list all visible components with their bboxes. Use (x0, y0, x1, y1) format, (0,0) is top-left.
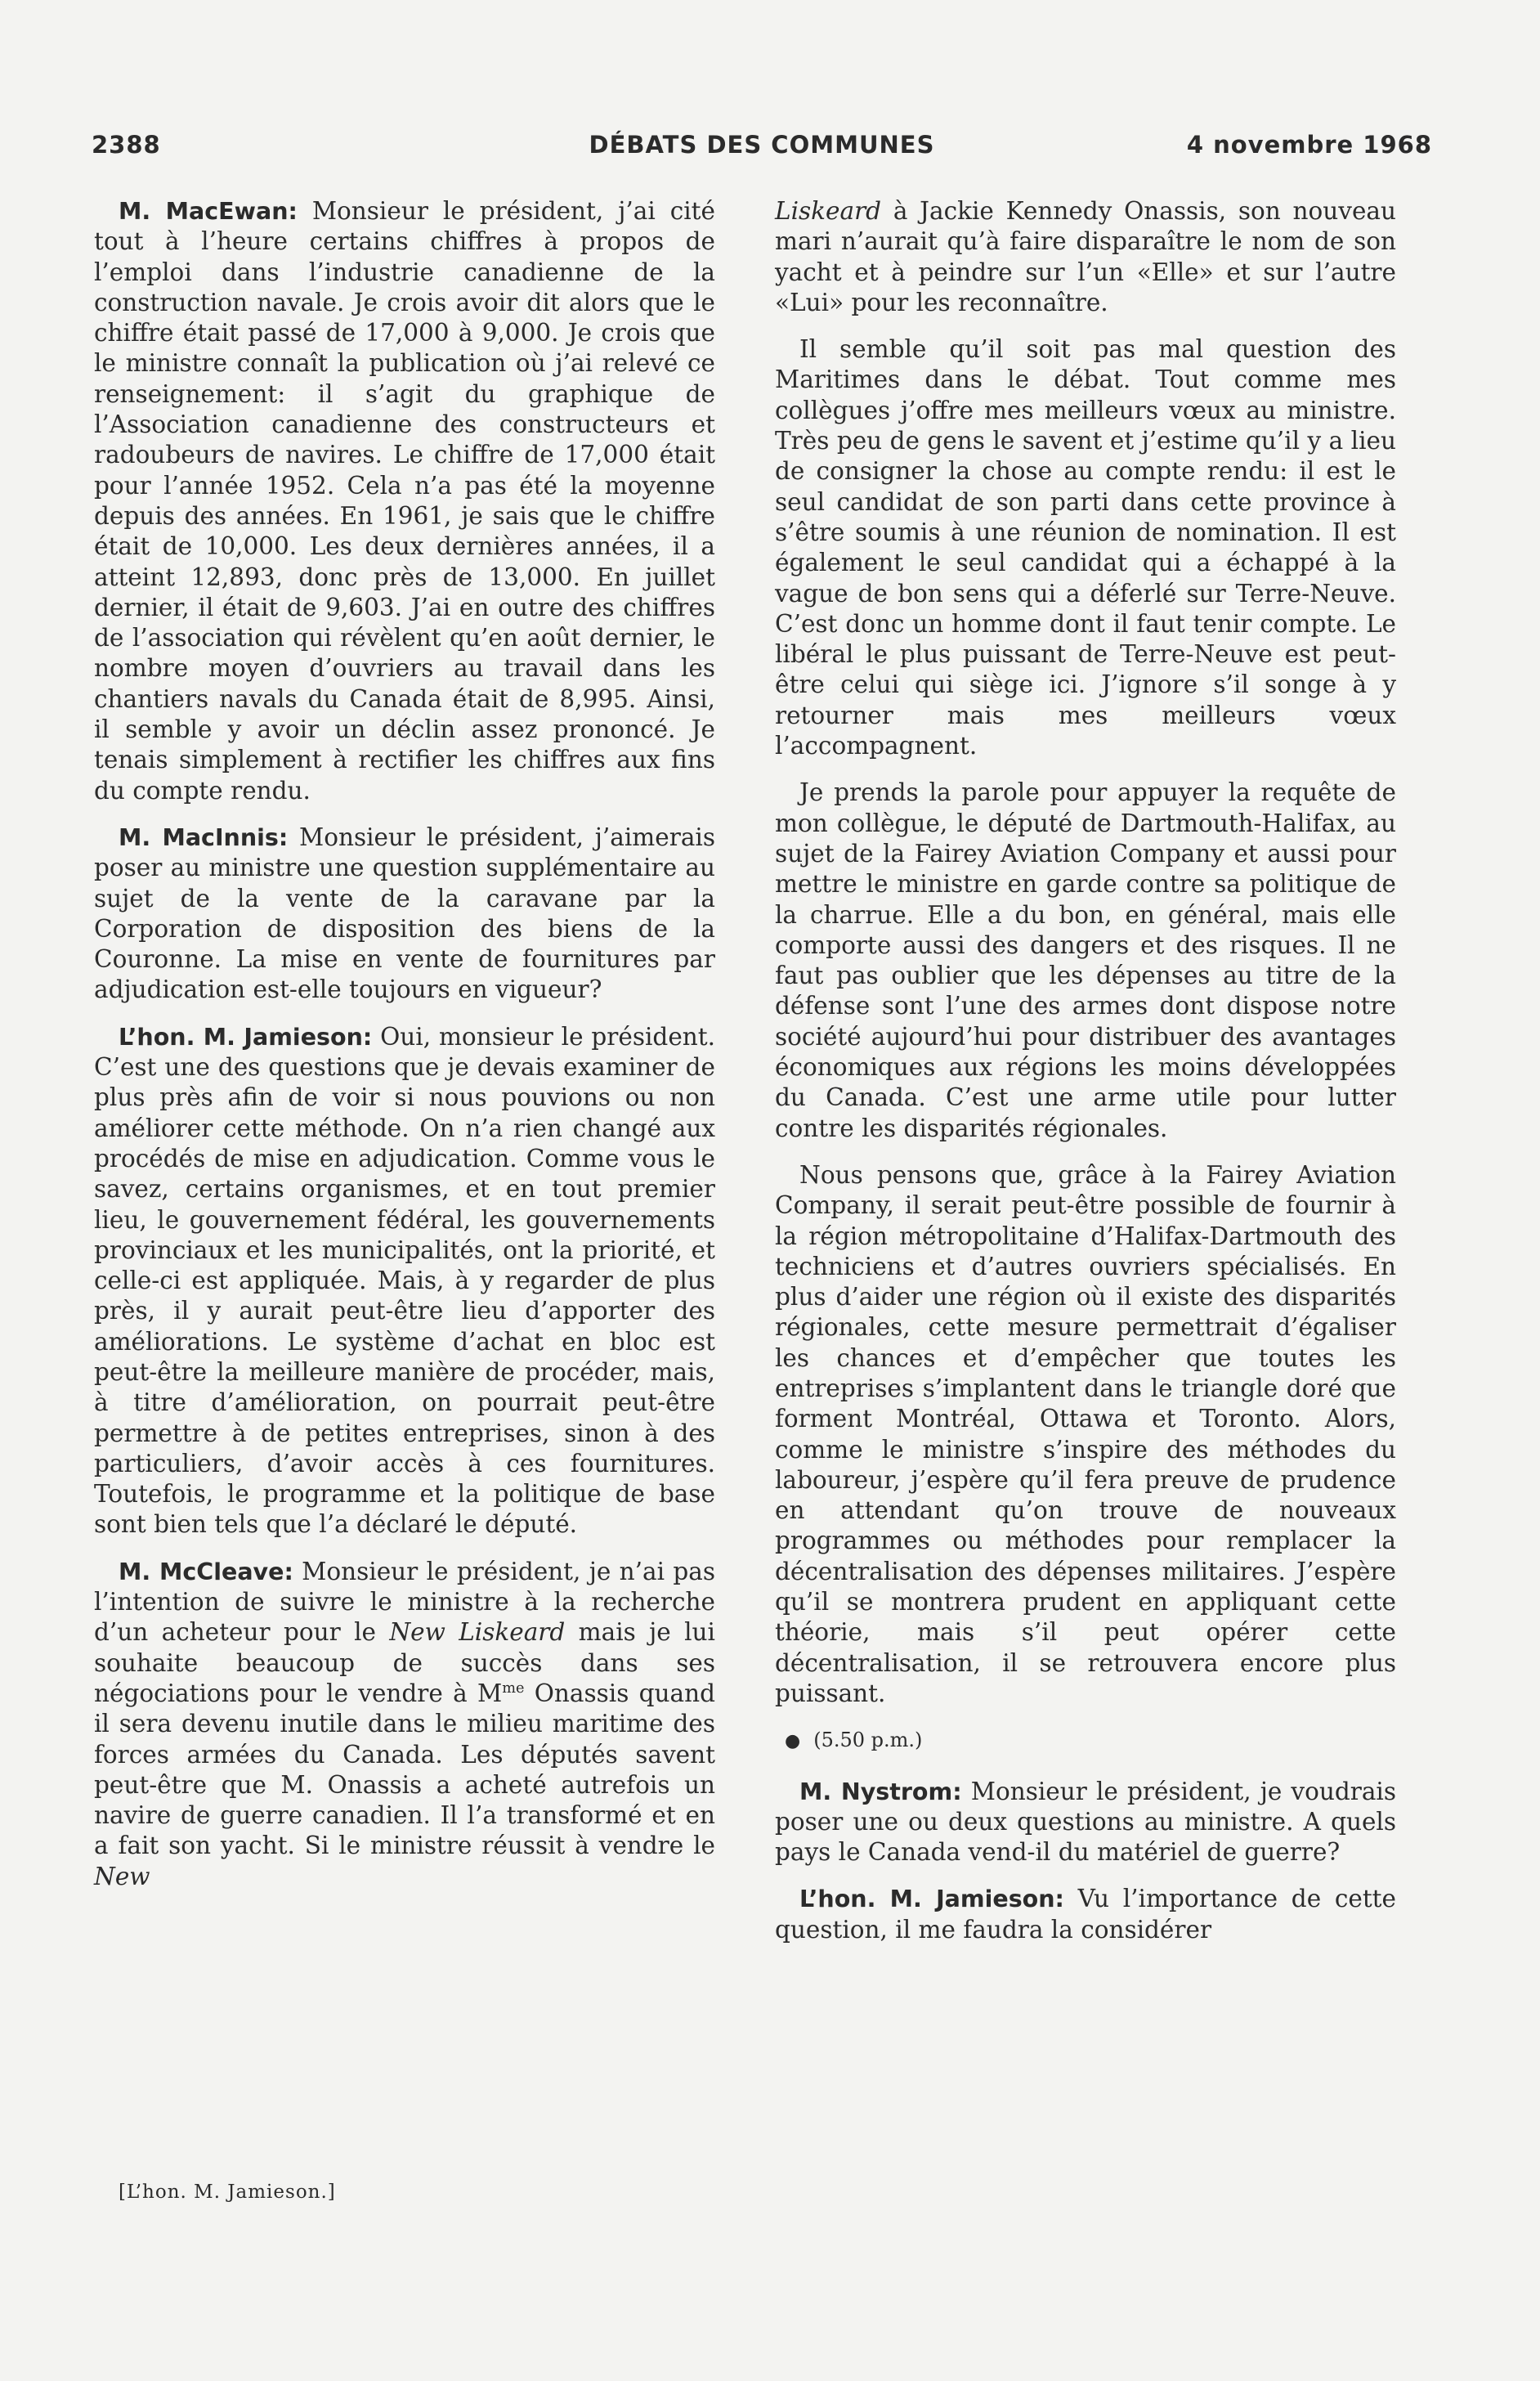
speech-text: à Jackie Kennedy Onassis, son nouveau mari n’aurait qu’à faire disparaître le nom de son yacht et à peindre sur l’un «Elle» et sur l’autre «Lui» pour les reconnaître. (775, 197, 1396, 316)
paragraph-jamieson (94, 1022, 715, 1540)
superscript: me (502, 1680, 525, 1697)
paragraph-mccleave (94, 1557, 715, 1892)
speaker-name: M. MacEwan: (119, 198, 298, 225)
speaker-name: L’hon. M. Jamieson: (799, 1886, 1064, 1913)
speech-text: Monsieur le président, je n’ai pas l’intention de suivre le ministre à la recherche d’un acheteur pour le (94, 1557, 715, 1647)
speech-text: mais je lui souhaite beaucoup de succès dans ses négociations pour le vendre à M (94, 1618, 715, 1707)
speech-text: Oui, monsieur le président. C’est une des questions que je devais examiner de plus près afin de voir si nous pouvions ou non améliorer cette méthode. On n’a rien changé aux procédés de mise en adjudication. Comme vous le savez, certains organismes, et en tout premier lieu, le gouvernement fédéral, les gouvernements provinciaux et les municipalités, ont la priorité, et celle-ci est appliquée. Mais, à y regarder de plus près, il y aurait peut-être lieu d’apporter des améliorations. Le système d’achat en bloc est peut-être la meilleure manière de procéder, mais, à titre d’amélioration, on pourrait peut-être permettre à de petites entreprises, sinon à des particuliers, d’avoir accès à ces fournitures. Toutefois, le programme et la politique de base sont bien tels que l’a déclaré le député. (94, 1022, 716, 1539)
paragraph-jamieson-reply (775, 1884, 1396, 1945)
ship-name: New Liskeard (389, 1618, 566, 1647)
speech-text: Onassis quand il sera devenu inutile dans le milieu maritime des forces armées du Canada. Les députés savent peut-être que M. Onassis a acheté autrefois un navire de guerre canadien. Il l’a transformé et en a fait son yacht. Si le ministre réussit à vendre le (94, 1679, 715, 1860)
speaker-name: L’hon. M. Jamieson: (119, 1023, 373, 1051)
speech-text: Vu l’importance de cette question, il me faudra la considérer (775, 1885, 1396, 1944)
paragraph-halifax: Nous pensons que, grâce à la Fairey Aviation Company, il serait peut-être possible de fournir à la région métropolitaine d’Halifax-Dartmouth des techniciens et d’autres ouvriers spécialisés. En plus d’aider une région où il existe des disparités régionales, cette mesure permettrait d’égaliser les chances et d’empêcher que toutes les entreprises s’implantent dans le triangle doré que forment Montréal, Ottawa et Toronto. Alors, comme le ministre s’inspire des méthodes du laboureur, j’espère qu’il fera preuve de prudence en attendant qu’on trouve de nouveaux programmes ou méthodes pour remplacer la décentralisation des dépenses militaires. J’espère qu’il se montrera prudent en appliquant cette théorie, mais s’il peut opérer cette décentralisation, il se retrouvera encore plus puissant. (775, 1160, 1396, 1707)
bullet-icon: ● (785, 1731, 801, 1752)
speaker-name: M. MacInnis: (119, 823, 289, 851)
right-column (775, 196, 1396, 1962)
ship-name: New (94, 1862, 150, 1890)
paragraph-macinnis (94, 823, 715, 1006)
left-column (94, 196, 715, 1908)
speaker-name: M. McCleave: (119, 1558, 293, 1585)
paragraph-macewan (94, 196, 715, 806)
page-header (92, 131, 1432, 168)
page-number: 2388 (92, 131, 161, 159)
page-date: 4 novembre 1968 (1186, 131, 1432, 159)
speaker-name: M. Nystrom: (799, 1778, 962, 1805)
page-footer: [L’hon. M. Jamieson.] (119, 2181, 336, 2203)
paragraph-continuation (775, 196, 1396, 318)
speech-text: Monsieur le président, j’aimerais poser au ministre une question supplémentaire au sujet de la vente de la caravane par la Corporation de disposition des biens de la Couronne. La mise en vente de fournitures par adjudication est-elle toujours en vigueur? (94, 823, 715, 1004)
paragraph-nystrom (775, 1777, 1396, 1868)
paragraph-fairey: Je prends la parole pour appuyer la requête de mon collègue, le député de Dartmouth-Halifax, au sujet de la Fairey Aviation Company et aussi pour mettre le ministre en garde contre sa politique de la charrue. Elle a du bon, en général, mais elle comporte aussi des dangers et des risques. Il ne faut pas oublier que les dépenses au titre de la défense sont l’une des armes dont dispose notre société aujourd’hui pour distribuer des avantages économiques aux régions les moins développées du Canada. C’est une arme utile pour lutter contre les disparités régionales. (775, 778, 1396, 1142)
speech-text: Monsieur le président, j’ai cité tout à l’heure certains chiffres à propos de l’emploi dans l’industrie canadienne de la construction navale. Je crois avoir dit alors que le chiffre était passé de 17,000 à 9,000. Je crois que le ministre connaît la publication où j’ai relevé ce renseignement: il s’agit du graphique de l’Association canadienne des constructeurs et radoubeurs de navires. Le chiffre de 17,000 était pour l’année 1952. Cela n’a pas été la moyenne depuis des années. En 1961, je sais que le chiffre était de 10,000. Les deux dernières années, il a atteint 12,893, donc près de 13,000. En juillet dernier, il était de 9,603. J’ai en outre des chiffres de l’association qui révèlent qu’en août dernier, le nombre moyen d’ouvriers au travail dans les chantiers navals du Canada était de 8,995. Ainsi, il semble y avoir un déclin assez prononcé. Je tenais simplement à rectifier les chiffres aux fins du compte rendu. (94, 197, 715, 805)
time-marker (785, 1725, 1396, 1756)
speech-text: Monsieur le président, je voudrais poser une ou deux questions au ministre. A quels pays le Canada vend-il du matériel de guerre? (775, 1777, 1396, 1867)
ship-name: Liskeard (775, 197, 882, 225)
page-title: DÉBATS DES COMMUNES (589, 131, 935, 159)
paragraph-maritimes: Il semble qu’il soit pas mal question des Maritimes dans le débat. Tout comme mes collègues j’offre mes meilleurs vœux au ministre. Très peu de gens le savent et j’estime qu’il y a lieu de consigner la chose au compte rendu: il est le seul candidat de son parti dans cette province à s’être soumis à une réunion de nomination. Il est également le seul candidat qui a échappé à la vague de bon sens qui a déferlé sur Terre-Neuve. C’est donc un homme dont il faut tenir compte. Le libéral le plus puissant de Terre-Neuve est peut-être celui qui siège ici. J’ignore s’il songe à y retourner mais mes meilleurs vœux l’accompagnent. (775, 335, 1396, 760)
time-text: (5.50 p.m.) (813, 1729, 923, 1752)
